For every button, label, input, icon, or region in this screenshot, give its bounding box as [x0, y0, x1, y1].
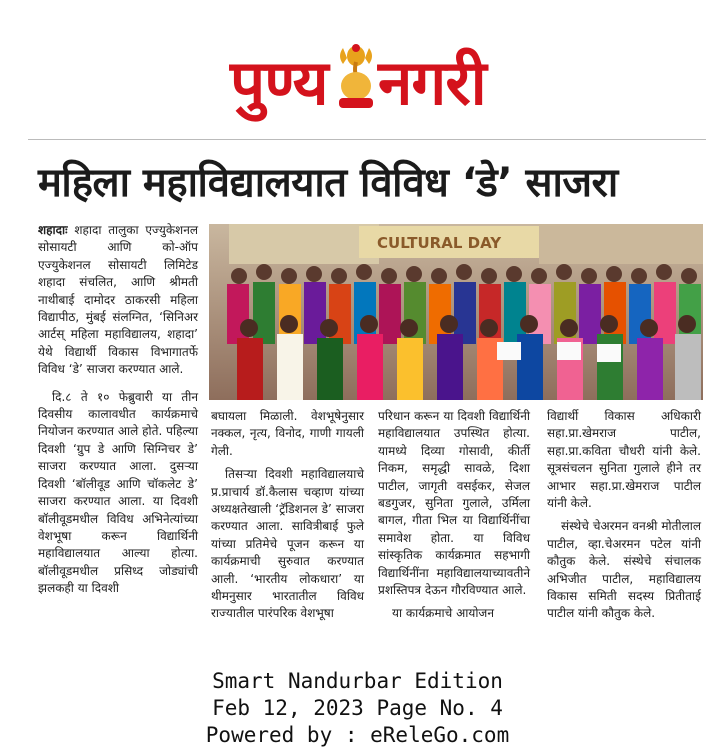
paragraph-text: शहादा तालुका एज्युकेशनल सोसायटी आणि को-ऑप एज्युकेशनल सोसायटी लिमिटेड शहादा संचलित, आणि श्रीमती नाथीबाई दामोदर ठाकरसी महिला विद्यापीठ, मुंबई संलग्नित, ‘सिनिअर आर्टस्‌ महिला महाविद्यालय, शहादा’ येथे विद्यार्थी विकास विभागातर्फे विविध ‘डे’ साजरा करण्यात आले.: [38, 223, 198, 377]
paragraph: संस्थेचे चेअरमन वनश्री मोतीलाल पाटील, व्हा.चेअरमन पटेल यांनी कौतुक केले. संस्थेचे संचालक अभिजीत पाटील, महाविद्यालय विकास समिती सदस्य प्रितीताई पाटील यांनी कौतुक केले.: [547, 519, 701, 621]
paragraph: या कार्यक्रमाचे आयोजन: [392, 606, 494, 621]
edition-name: Smart Nandurbar Edition: [212, 669, 503, 693]
banner-text: CULTURAL DAY: [377, 234, 502, 252]
paragraph: तिसऱ्या दिवशी महाविद्यालयाचे प्र.प्राचार्य डॉ.कैलास चव्हाण यांच्या अध्यक्षतेखाली ‘ट्रॅडिशनल डे’ साजरा करण्यात आला. सावित्रीबाई फुले यांच्या प्रतिमेचे पूजन करून या कार्यक्रमाची सुरुवात करण्यात आली. ‘भारतीय लोकधारा’ या थीमनुसार भारतातील विविध राज्यातील पारंपरिक वेशभूषा: [211, 467, 364, 621]
article-column-2: [211, 408, 364, 623]
masthead-title-right: नगरी: [378, 46, 486, 119]
article-column-3: [378, 408, 530, 623]
powered-by: Powered by : eReleGo.com: [205, 723, 510, 747]
masthead-title-left: पुण्य: [230, 46, 328, 119]
article-column-1: [38, 222, 198, 598]
edition-date-page: Feb 12, 2023 Page No. 4: [212, 696, 503, 720]
divider: [28, 139, 706, 140]
paragraph: बघायला मिळाली. वेशभूषेनुसार नक्कल, नृत्य, विनोद, गाणी गायली गेली.: [211, 409, 364, 458]
masthead: [0, 38, 715, 128]
ganesh-logo-icon: [333, 42, 379, 114]
paragraph: दि.८ ते १० फेब्रुवारी या तीन दिवसीय कालावधीत कार्यक्रमाचे नियोजन करण्यात आले होते. पहिल्या दिवशी ‘ग्रुप डे आणि सिग्निचर डे’ साजरा करण्यात आला. दुसऱ्या दिवशी ‘बॉलीवूड आणि चॉकलेट डे’ साजरा करण्यात आला. या दिवशी बॉलीवूडमधील विविध अभिनेत्यांच्या वेशभूषा करून विद्यार्थिनी महाविद्यालयात आल्या होत्या. बॉलीवूडमधील प्रसिध्द जोड्यांची झलकही या दिवशी: [38, 389, 198, 596]
paragraph: विद्यार्थी विकास अधिकारी सहा.प्रा.खेमराज पाटील, सहा.प्रा.कविता चौधरी यांनी केले. सूत्रसंचलन सुनिता गुलाले हीने तर आभार सहा.प्रा.खेमराज पाटील यांनी केले.: [547, 409, 701, 511]
dateline: शहादाः: [38, 223, 68, 237]
edition-footer: [0, 668, 715, 749]
paragraph: [38, 222, 198, 379]
paragraph: परिधान करून या दिवशी विद्यार्थिनी महाविद्यालयात उपस्थित होत्या. यामध्ये दिव्या गोसावी, कीर्ती निकम, समृद्धी सावळे, दिशा पाटील, जागृती वसईकर, सेजल बडगुजर, सुनिता गुलाले, उर्मिला बागल, गीता भिल या विद्यार्थिनींचा समावेश होता. या विविध सांस्कृतिक कार्यक्रमात सहभागी विद्यार्थिनींना महाविद्यालयाच्यावतीने प्रशस्तिपत्र देऊन गौरविण्यात आले.: [378, 409, 530, 598]
event-photo: [209, 224, 703, 400]
headline: महिला महाविद्यालयात विविध ‘डे’ साजरा: [38, 160, 618, 206]
article-column-4: [547, 408, 701, 623]
